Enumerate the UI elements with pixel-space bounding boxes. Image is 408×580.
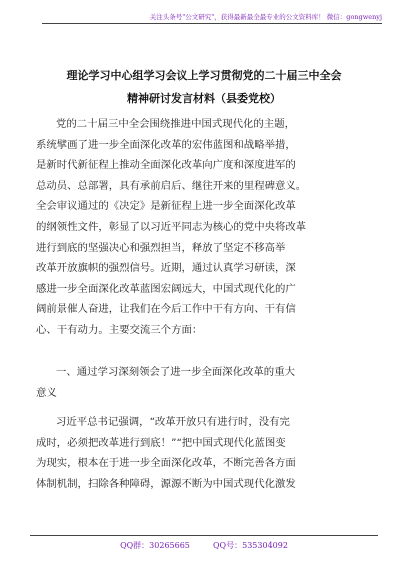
paragraph-intro — [36, 114, 354, 341]
paragraph-line: 进行到底的坚强决心和强烈担当，释放了坚定不移高举 — [36, 241, 286, 254]
header-note: 关注头条号"公文研究"，获得最新最全最专业的公文资料库！ 微信：gongwenyj — [42, 12, 382, 24]
title-line-2: 精神研讨发言材料（县委党校） — [127, 92, 281, 105]
paragraph-line: 党的二十届三中全会围绕推进中国式现代化的主题， — [56, 118, 295, 130]
document-title — [30, 64, 378, 110]
paragraph-line: 成时，必须把改革进行到底！”“把中国式现代化蓝图变 — [36, 436, 286, 449]
paragraph-line: 全会审议通过的《决定》是新征程上进一步全面深化改革 — [36, 200, 296, 213]
paragraph-line: 总动员、总部署，具有承前启后、继往开来的里程碑意义。 — [36, 179, 307, 192]
paragraph-line: 是新时代新征程上推动全面深化改革向广度和深度进军的 — [36, 159, 296, 172]
paragraph-line: 系统擘画了进一步全面深化改革的宏伟蓝图和战略举措， — [36, 138, 296, 151]
paragraph-line: 心、干有动力。主要交流三个方面： — [36, 323, 203, 336]
paragraph-line: 阔前景催人奋进，让我们在今后工作中干有方向、干有信 — [36, 303, 296, 316]
paragraph-line: 习近平总书记强调，“改革开放只有进行时，没有完 — [56, 416, 290, 428]
heading-line: 意义 — [36, 386, 57, 399]
paragraph-line: 改革开放旗帜的强烈信号。近期，通过认真学习研读，深 — [36, 262, 296, 275]
paragraph-line: 感进一步全面深化改革蓝图宏阔远大，中国式现代化的广 — [36, 282, 296, 295]
title-line-1: 理论学习中心组学习会议上学习贯彻党的二十届三中全会 — [66, 69, 342, 82]
paragraph-line: 体制机制，扫除各种障碍，源源不断为中国式现代化激发 — [36, 477, 296, 490]
footer-qq-group: QQ群：30265665 — [120, 541, 190, 550]
paragraph-line: 为现实，根本在于进一步全面深化改革，不断完善各方面 — [36, 457, 296, 470]
footer — [30, 535, 378, 551]
paragraph-section-1 — [36, 412, 354, 494]
section-heading-1 — [36, 362, 354, 403]
heading-line: 一、通过学习深刻领会了进一步全面深化改革的重大 — [56, 366, 295, 378]
paragraph-line: 的纲领性文件，彰显了以习近平同志为核心的党中央将改革 — [36, 220, 307, 233]
footer-qq-number: QQ号：535304092 — [213, 541, 288, 550]
